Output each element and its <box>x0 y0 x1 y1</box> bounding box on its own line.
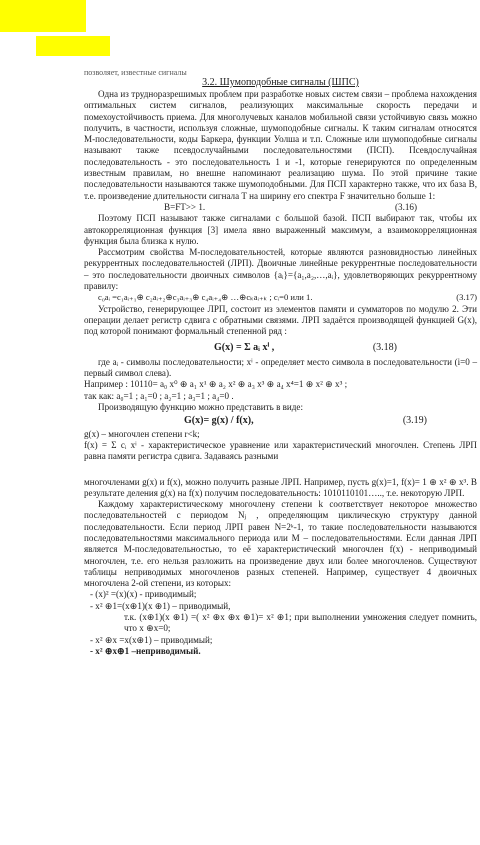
equation-3-19-text: G(x)= g(x) / f(x), <box>184 415 254 427</box>
page-break-gap <box>84 463 477 477</box>
paragraph-12: Каждому характеристическому многочлену степени k соответствует некоторое множество последовательностей с периодом Nⱼ , определяющим циклическую структуру данной последовательности. Если период ЛРП равен N=2ᵏ-1, то такие последовательности называются последовательностями максимального периода или M – последовательностями. Если данная ЛРП является M-последовательностью, то её характеристический многочлен f(x) - неприводимый многочлен, т.е. его нельзя разложить на произведение двух или более многочленов. Существуют таблицы неприводимых многочленов разных степеней. Например, существует 4 двоичных многочлена 2-ой степени, из которых: <box>84 499 477 589</box>
list-item-2: - x² ⊕1=(x⊕1)(x ⊕1) – приводимый, <box>90 600 231 611</box>
paragraph-7: так как: a₀=1 ; a₁=0 ; a₂=1 ; a₃=1 ; a₄=0 . <box>84 390 234 401</box>
yellow-highlight-2 <box>36 36 110 56</box>
equation-3-17 <box>84 292 477 303</box>
paragraph-8: Производящую функцию можно представить в виде: <box>98 402 303 413</box>
paragraph-1: Одна из трудноразрешимых проблем при разработке новых систем связи – проблема нахождения оптимальных систем сигналов, реализующих максимальные скорость передачи и помехоустойчивость приема. Для многолучевых каналов мобильной связи устойчивую связь можно получить, в частности, используя сложные, шумоподобные сигналы. К таким сигналам относятся M-последовательности, коды Баркера, функции Уолша и т.п. Сложные или шумоподобные сигналы называют также псевдослучайными последовательностями (ПСП). Псевдослучайная последовательность - это последовательность 1 и -1, которые генерируются по определенным известным правилам, но внешне напоминают реализацию шума. По этой причине такие последовательности называются также шумоподобными. Для ПСП характерно также, что их база B, т.е. произведение длительности сигнала T на ширину его спектра F значительно больше 1: <box>84 89 477 201</box>
paragraph-5: где aᵢ - символы последовательности; xⁱ - определяет место символа в последовательности (i=0 – первый символ слева). <box>84 356 477 379</box>
list-item-2-note: т.к. (x⊕1)(x ⊕1) =( x² ⊕x ⊕x ⊕1)= x² ⊕1; при выполнении умножения следует помнить, что x ⊕x=0; <box>124 612 477 634</box>
paragraph-10: f(x) = Σ cᵢ xⁱ - характеристическое уравнение или характеристический многочлен. Степень ЛРП равна памяти регистра сдвига. Задаваясь разными <box>84 439 477 462</box>
paragraph-11: многочленами g(x) и f(x), можно получить разные ЛРП. Например, пусть g(x)=1, f(x)= 1 ⊕ x² ⊕ x³. В результате деления g(x) на f(x) получим последовательность: 1010110101….., т.е. некоторую ЛРП. <box>84 476 477 498</box>
equation-3-16-number: (3.16) <box>395 201 417 212</box>
equation-3-18-text: G(x) = Σ aᵢ xⁱ , <box>214 341 275 353</box>
top-fragment: позволяет, известные сигналы <box>84 68 187 77</box>
equation-3-16 <box>84 202 477 213</box>
list-item-1: - (x)² =(x)(x) - приводимый; <box>90 589 197 600</box>
list-item-4: - x² ⊕x⊕1 –неприводимый. <box>90 645 201 656</box>
equation-3-19-number: (3.19) <box>402 415 427 427</box>
equation-3-17-number: (3.17) <box>456 292 477 303</box>
section-title: 3.2. Шумоподобные сигналы (ШПС) <box>202 77 359 88</box>
equation-3-17-text: c₀aᵢ =c₁aᵢ₊₁⊕ c₂aᵢ₊₂⊕c₃aᵢ₊₃⊕ c₄aᵢ₊₄⊕ …⊕cₖaᵢ₊ₖ ; cᵢ=0 или 1. <box>98 292 313 303</box>
paragraph-6: Например : 10110= a₀ x⁰ ⊕ a₁ x¹ ⊕ a₂ x² ⊕ a₃ x³ ⊕ a₄ x⁴=1 ⊕ x² ⊕ x³ ; <box>84 379 348 390</box>
equation-3-19 <box>84 413 477 428</box>
yellow-highlight-1 <box>0 0 86 32</box>
equation-3-16-text: B=FT>> 1. <box>164 201 206 212</box>
paragraph-4: Устройство, генерирующее ЛРП, состоит из элементов памяти и сумматоров по модулю 2. Эти операции делает регистр сдвига с обратными связями. ЛРП задаётся производящей функцией G(x), под которой понимают формальный степенной ряд : <box>84 303 477 337</box>
equation-3-18 <box>84 338 477 357</box>
paragraph-9: g(x) – многочлен степени r<k; <box>84 428 200 439</box>
scanned-page <box>84 68 477 657</box>
equation-3-18-number: (3.18) <box>372 341 397 353</box>
paragraph-2: Поэтому ПСП называют также сигналами с большой базой. ПСП выбирают так, чтобы их автокорреляционная функция [3] имела явно выраженный максимум, а взаимокорреляционная функция была близка к нулю. <box>84 213 477 246</box>
list-item-3: - x² ⊕x =x(x⊕1) – приводимый; <box>90 634 213 645</box>
paragraph-3: Рассмотрим свойства M-последовательностей, которые являются разновидностью линейных рекуррентных последовательностей (ЛРП). Двоичные линейные рекуррентные последовательности – это последовательности двоичных символов {aᵢ}={a₁,a₂,…,aᵢ}, удовлетворяющих рекуррентному правилу: <box>84 247 477 292</box>
